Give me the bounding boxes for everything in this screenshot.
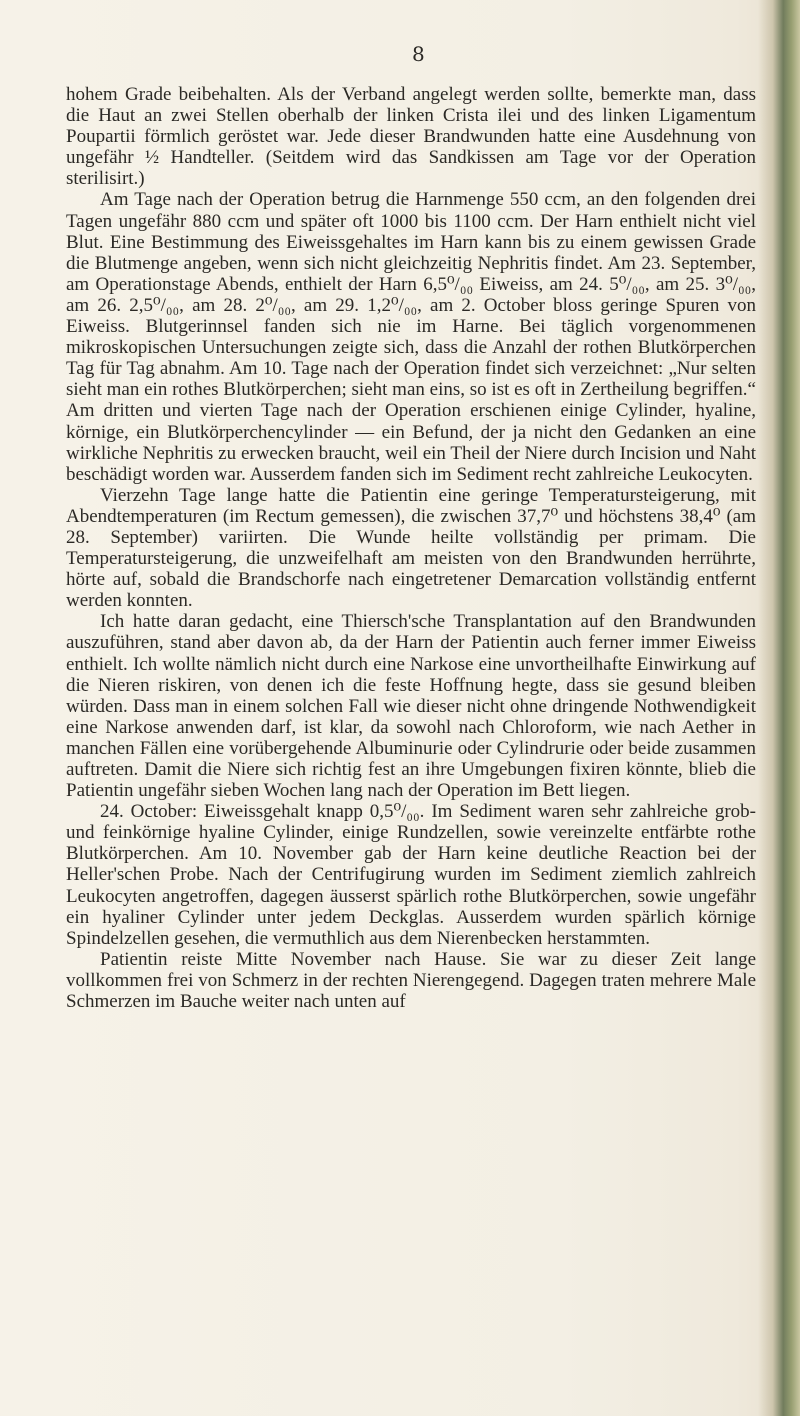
paragraph-2: Am Tage nach der Operation betrug die Harnmenge 550 ccm, an den folgenden drei Tagen ungefähr 880 ccm und später oft 1000 bis 1100 ccm. Der Harn enthielt nicht viel Blut. Eine Bestimmung des Eiweissgehaltes im Harn kann bis zu einem gewissen Grade die Blutmenge angeben, wenn sich nicht gleichzeitig Nephritis findet. Am 23. September, am Operationstage Abends, enthielt der Harn 6,5⁰/₀₀ Eiweiss, am 24. 5⁰/₀₀, am 25. 3⁰/₀₀, am 26. 2,5⁰/₀₀, am 28. 2⁰/₀₀, am 29. 1,2⁰/₀₀, am 2. October bloss geringe Spuren von Eiweiss. Blutgerinnsel fanden sich nie im Harne. Bei täglich vorgenommenen mikroskopischen Untersuchungen zeigte sich, dass die Anzahl der rothen Blutkörperchen Tag für Tag abnahm. Am 10. Tage nach der Operation findet sich verzeichnet: „Nur selten sieht man ein rothes Blutkörperchen; sieht man eins, so ist es oft in Zertheilung begriffen.“ Am dritten und vierten Tage nach der Operation erschienen einige Cylinder, hyaline, körnige, ein Blutkörperchencylinder — ein Befund, der ja nicht den Gedanken an eine wirkliche Nephritis zu erwecken braucht, weil ein Theil der Niere durch Incision und Naht beschädigt worden war. Ausserdem fanden sich im Sediment recht zahlreiche Leukocyten. [66,189,756,485]
paragraph-1: hohem Grade beibehalten. Als der Verband angelegt werden sollte, bemerkte man, dass die Haut an zwei Stellen oberhalb der linken Crista ilei und des linken Ligamentum Poupartii förmlich geröstet war. Jede dieser Brandwunden hatte eine Ausdehnung von ungefähr ½ Handteller. (Seitdem wird das Sandkissen am Tage vor der Operation sterilisirt.) [66,84,756,190]
paragraph-4: Ich hatte daran gedacht, eine Thiersch'sche Transplantation auf den Brandwunden auszuführen, stand aber davon ab, da der Harn der Patientin auch ferner immer Eiweiss enthielt. Ich wollte nämlich nicht durch eine Narkose eine unvortheilhafte Einwirkung auf die Nieren riskiren, von denen ich die feste Hoffnung hegte, dass sie gesund bleiben würden. Dass man in einem solchen Fall wie dieser nicht ohne dringende Nothwendigkeit eine Narkose anwenden darf, ist klar, da sowohl nach Chloroform, wie nach Aether in manchen Fällen eine vorübergehende Albuminurie oder Cylindrurie oder beide zusammen auftreten. Damit die Niere sich richtig fest an ihre Umgebungen fixiren könnte, blieb die Patientin ungefähr sieben Wochen lang nach der Operation im Bett liegen. [66,611,756,802]
paragraph-3: Vierzehn Tage lange hatte die Patientin eine geringe Temperatursteigerung, mit Abendtemperaturen (im Rectum gemessen), die zwischen 37,7⁰ und höchstens 38,4⁰ (am 28. September) variirten. Die Wunde heilte vollständig per primam. Die Temperatursteigerung, die unzweifelhaft am meisten von den Brandwunden herrührte, hörte auf, sobald die Brandschorfe nach eingetretener Demarcation vollständig entfernt werden konnten. [66,484,756,612]
body-text [66,84,756,1012]
paragraph-5: 24. October: Eiweissgehalt knapp 0,5⁰/₀₀. Im Sediment waren sehr zahlreiche grob- und feinkörnige hyaline Cylinder, einige Rundzellen, sowie vereinzelte entfärbte rothe Blutkörperchen. Am 10. November gab der Harn keine deutliche Reaction bei der Heller'schen Probe. Nach der Centrifugirung wurden im Sediment ziemlich zahlreich Leukocyten angetroffen, dagegen äusserst spärlich rothe Blutkörperchen, sowie ungefähr ein hyaliner Cylinder unter jedem Deckglas. Ausserdem wurden spärlich körnige Spindelzellen gesehen, die vermuthlich aus dem Nierenbecken herstammten. [66,801,756,949]
paragraph-6: Patientin reiste Mitte November nach Hause. Sie war zu dieser Zeit lange vollkommen frei von Schmerz in der rechten Nierengegend. Dagegen traten mehrere Male Schmerzen im Bauche weiter nach unten auf [66,948,756,1013]
page-edge-shadow [758,0,800,1416]
page-number: 8 [412,42,426,66]
